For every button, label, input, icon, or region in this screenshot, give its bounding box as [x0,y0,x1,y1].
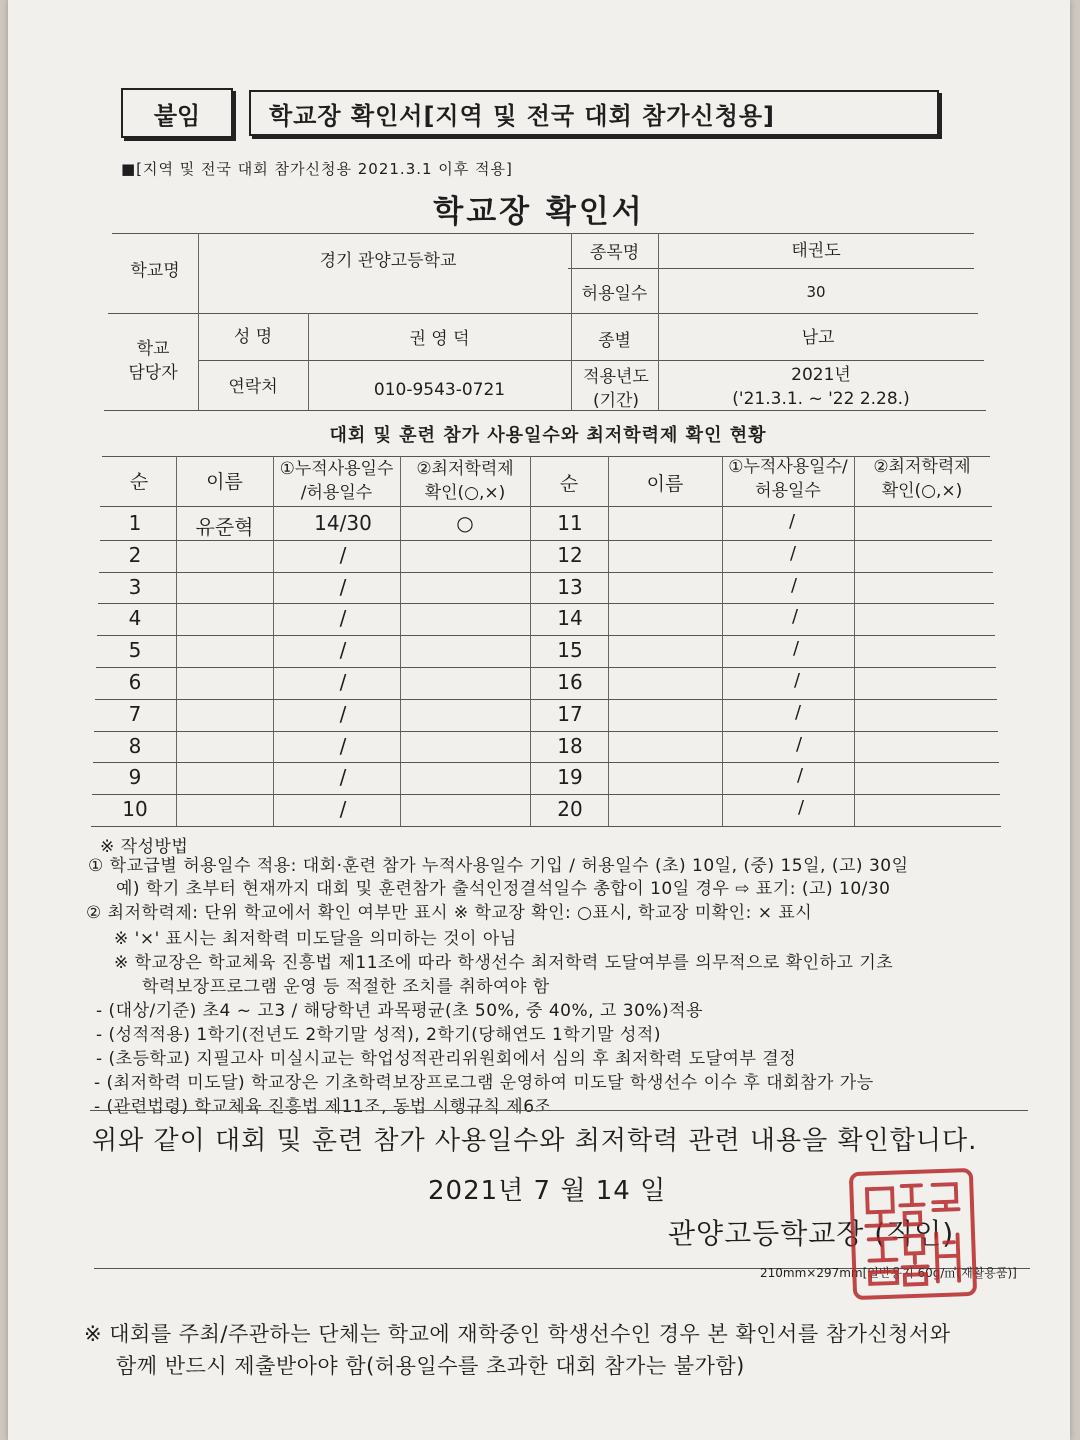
header-min-right-line1: ②최저학력제 [873,457,971,477]
note-grades: - (성적적용) 1학기(전년도 2학기말 성적), 2학기(당해연도 1학기말 성적) [96,1025,661,1045]
header-seq: 순 [129,471,149,493]
signer-name: 관양고등학교장 (직인) [668,1217,955,1250]
note-laws: - (관련법령) 학교체육 진흥법 제11조, 동법 시행규칙 제6조 [94,1097,552,1117]
records-header-line [100,506,992,507]
division-value: 남고 [801,328,835,348]
paper-spec: 210mm×297mm[일반용지 60g/㎡(재활용품)] [760,1266,1017,1280]
header-days-right-line2: 허용일수 [755,481,821,501]
header-name: 이름 [206,471,243,493]
contact-label: 연락처 [228,377,278,397]
note-elementary: - (초등학교) 지필고사 미실시교는 학업성적관리위원회에서 심의 후 최저학력 도달여부 결정 [96,1049,797,1069]
info-table-line [568,268,974,269]
header-min-line2: 확인(○,×) [424,483,506,503]
document-page [8,0,1070,1440]
header-name-right: 이름 [646,473,684,495]
row-seq: 7 [128,701,142,726]
row-check: ○ [456,511,474,535]
header-days-line2: /허용일수 [300,483,373,503]
row-days-right: / [790,574,798,596]
manager-label-line1: 학교 [136,339,170,359]
name-value: 권 영 덕 [409,329,470,349]
row-seq-right: 18 [557,733,583,758]
table-row-line [91,826,1001,827]
row-days: / [339,701,347,726]
note-min-academic: ② 최저학력제: 단위 학교에서 확인 여부만 표시 ※ 학교장 확인: ○표시, 학교장 미확인: × 표시 [86,903,813,923]
note-allowed-days: ① 학교급별 허용일수 적용: 대회·훈련 참가 누적사용일수 기입 / 허용일수 (초) 10일, (중) 15일, (고) 30일 [88,856,909,876]
confirmation-statement: 위와 같이 대회 및 훈련 참가 사용일수와 최저학력 관련 내용을 확인합니다. [92,1126,978,1156]
row-seq: 2 [128,542,142,567]
note-principal-duty-cont: 학력보장프로그램 운영 등 적절한 조치를 취하여야 함 [142,977,550,997]
row-seq-right: 16 [557,670,583,694]
row-days-right: / [793,670,801,691]
period-value: ('21.3.1. ~ '22 2.28.) [732,389,910,409]
row-seq-right: 11 [557,511,583,535]
contact-value: 010-9543-0721 [373,380,506,400]
event-label: 종목명 [589,243,640,263]
row-days: / [339,638,347,663]
row-seq-right: 13 [557,574,583,599]
row-seq-right: 20 [557,797,583,822]
year-value: 2021년 [791,365,851,385]
school-name-label: 학교명 [130,261,180,281]
row-seq: 5 [128,638,142,663]
table-row-line [96,667,996,668]
year-label-line2: (기간) [592,391,640,411]
row-seq: 3 [128,574,142,599]
allowed-days-label: 허용일수 [581,284,648,304]
row-days-right: / [794,701,802,723]
notes-bottom-line [90,1110,1028,1111]
row-seq: 8 [128,733,142,758]
header-min-line1: ②최저학력제 [416,459,514,479]
table-row-line [93,762,999,763]
row-days-right: / [791,606,799,628]
row-days: / [339,574,347,599]
row-seq: 10 [122,797,148,822]
form-title: 학교장 확인서[지역 및 전국 대회 참가신청용] [249,90,939,136]
note-target: - (대상/기준) 초4 ~ 고3 / 해당학년 과목평균(초 50%, 중 40%, 고 30%)적용 [96,1001,704,1021]
row-seq: 6 [128,670,142,694]
attachment-label: 붙임 [121,88,233,138]
row-seq-right: 15 [557,638,583,663]
row-days-right: / [788,511,796,532]
school-name-value: 경기 관양고등학교 [319,251,457,271]
section-title: 대회 및 훈련 참가 사용일수와 최저학력제 확인 현황 [329,425,767,446]
document-title: 학교장 확인서 [433,194,645,230]
event-value: 태권도 [791,241,841,261]
manager-label-line2: 담당자 [128,363,178,383]
table-row-line [99,572,993,573]
row-seq-right: 14 [557,606,583,631]
header-seq-right: 순 [559,473,579,495]
note-principal-duty: ※ 학교장은 학교체육 진흥법 제11조에 따라 학생선수 최저학력 도달여부를 의무적으로 확인하고 기초 [114,953,894,973]
table-row-line [92,794,1000,795]
footer-note-line1: ※ 대회를 주최/주관하는 단체는 학교에 재학중인 학생선수인 경우 본 확인서를 참가신청서와 [84,1322,951,1346]
row-seq-right: 12 [557,542,583,567]
division-label: 종별 [598,331,631,351]
official-seal-graphic [853,1172,973,1296]
header-days-line1: ①누적사용일수 [279,459,394,479]
info-table-line [198,360,984,361]
row-days-right: / [789,542,797,564]
row-seq: 9 [128,765,142,790]
row-seq-right: 17 [557,701,583,726]
official-seal [849,1168,977,1300]
table-row-line [98,603,994,604]
info-table-line [108,313,978,314]
row-seq-right: 19 [557,765,583,790]
note-not-reached: - (최저학력 미도달) 학교장은 기초학력보장프로그램 운영하여 미도달 학생선수 이수 후 대회참가 가능 [94,1073,874,1093]
table-row-line [97,635,995,636]
header-days-right-line1: ①누적사용일수/ [728,457,848,477]
applies-note: ■[지역 및 전국 대회 참가신청용 2021.3.1 이후 적용] [121,160,513,178]
info-table-top-line [112,233,974,234]
row-days-right: / [792,638,800,660]
row-days: 14/30 [314,511,372,535]
row-days: / [339,797,347,822]
info-table-divider [198,233,199,410]
footer-note-line2: 함께 반드시 제출받아야 함(허용일수를 초과한 대회 참가는 불가함) [116,1354,745,1378]
row-seq: 4 [128,606,142,631]
header-min-right-line2: 확인(○,×) [881,481,963,501]
row-days: / [339,733,347,758]
table-row-line [94,731,998,732]
table-row-line [95,699,997,700]
row-days: / [339,542,347,567]
row-days: / [339,606,347,631]
allowed-days-value: 30 [806,283,826,301]
info-table-bottom-line [104,410,986,411]
row-seq: 1 [128,511,142,535]
row-days-right: / [795,733,803,755]
signing-date: 2021년 7 월 14 일 [428,1176,667,1206]
row-days: / [339,765,347,790]
name-label: 성 명 [233,327,273,347]
row-days: / [339,670,347,694]
records-column-line [722,456,723,826]
row-days-right: / [796,765,804,787]
notes-heading: ※ 작성방법 [100,837,189,857]
row-name: 유준혁 [195,515,254,539]
note-example: 예) 학기 초부터 현재까지 대회 및 훈련참가 출석인정결석일수 총합이 10일 경우 ⇨ 표기: (고) 10/30 [116,879,891,899]
year-label-line1: 적용년도 [583,367,649,387]
row-days-right: / [797,797,805,819]
note-x-meaning: ※ '×' 표시는 최저학력 미도달을 의미하는 것이 아님 [114,929,517,949]
